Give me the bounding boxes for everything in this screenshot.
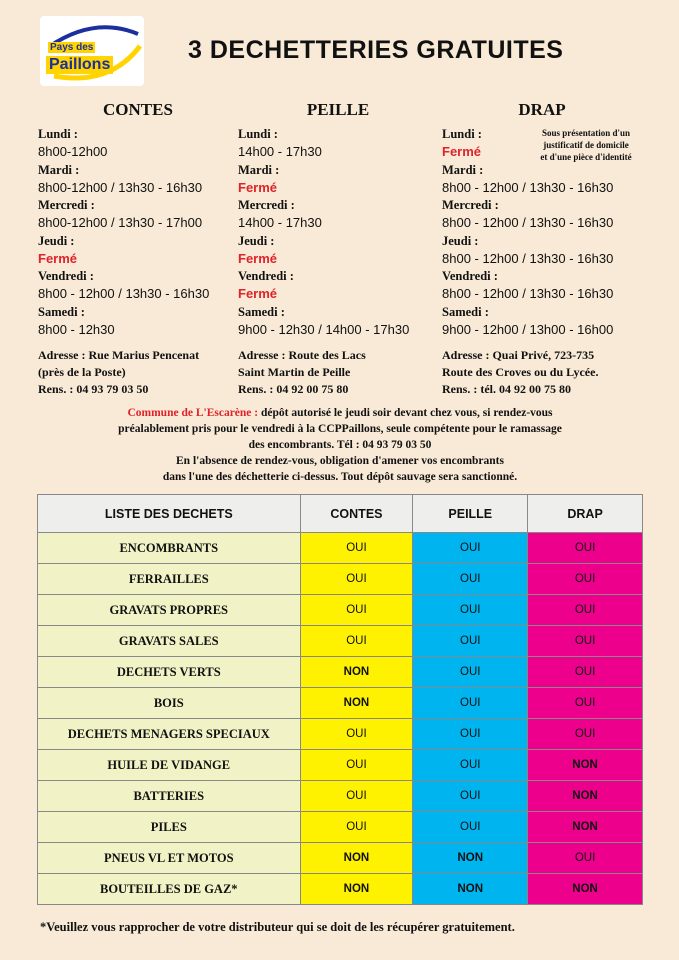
accepted-drap: NON [528, 781, 643, 812]
schedule-day: Jeudi : [238, 233, 275, 248]
accepted-peille: NON [413, 874, 528, 905]
table-row [38, 688, 643, 719]
logo-line2: Paillons [46, 56, 113, 74]
schedule-closed: Fermé [442, 144, 482, 159]
accepted-drap: NON [528, 874, 643, 905]
accepted-peille: OUI [413, 564, 528, 595]
schedule-day: Vendredi : [38, 269, 94, 283]
schedule-hours: 8h00-12h00 [38, 144, 108, 159]
logo-line1: Pays des [50, 42, 94, 53]
accepted-peille: NON [413, 843, 528, 874]
accepted-peille: OUI [413, 688, 528, 719]
accepted-drap: OUI [528, 688, 643, 719]
accepted-contes: OUI [300, 812, 413, 843]
accepted-peille: OUI [413, 750, 528, 781]
header-waste-list: LISTE DES DECHETS [38, 495, 301, 533]
accepted-contes: NON [300, 657, 413, 688]
schedule-day: Jeudi : [38, 233, 75, 248]
schedule-day: Mardi : [238, 162, 280, 177]
schedule-hours: 8h00 - 12h00 / 13h30 - 16h30 [442, 215, 614, 230]
waste-type: BOIS [38, 688, 301, 719]
schedule-hours: 8h00 - 12h30 [38, 321, 115, 337]
waste-type: PILES [38, 812, 301, 843]
schedule-day: Mardi : [442, 162, 484, 177]
center-name: PEILLE [306, 100, 370, 119]
accepted-contes: NON [300, 688, 413, 719]
waste-type: BOUTEILLES DE GAZ* [38, 874, 301, 905]
accepted-drap: OUI [528, 533, 643, 564]
table-row [38, 626, 643, 657]
address-peille: Adresse : Route des Lacs Saint Martin de Peille Rens. : 04 92 00 75 80 [238, 348, 366, 396]
accepted-drap: OUI [528, 564, 643, 595]
table-row [38, 657, 643, 688]
table-row [38, 874, 643, 905]
waste-type: ENCOMBRANTS [38, 533, 301, 564]
schedule-day: Vendredi : [238, 269, 294, 283]
schedule-day: Samedi : [442, 304, 489, 319]
schedule-day: Vendredi : [442, 269, 498, 283]
schedule-hours: 14h00 - 17h30 [238, 215, 322, 230]
accepted-drap: OUI [528, 843, 643, 874]
address-contes: Adresse : Rue Marius Pencenat (près de la Poste) Rens. : 04 93 79 03 50 [38, 348, 200, 396]
accepted-contes: NON [300, 843, 413, 874]
accepted-contes: NON [300, 874, 413, 905]
accepted-contes: OUI [300, 595, 413, 626]
accepted-peille: OUI [413, 812, 528, 843]
waste-type: HUILE DE VIDANGE [38, 750, 301, 781]
schedule-hours: 8h00-12h00 / 13h30 - 16h30 [38, 179, 203, 195]
escarene-notice [60, 405, 620, 485]
pays-des-paillons-logo [40, 16, 144, 86]
table-header-row [38, 495, 643, 533]
accepted-drap: OUI [528, 595, 643, 626]
accepted-peille: OUI [413, 657, 528, 688]
schedule-hours: 8h00-12h00 / 13h30 - 17h00 [38, 215, 203, 230]
notice-line2: préalablement pris pour le vendredi à la CCPPaillons, seule compétente pour le ramassage [118, 423, 562, 435]
notice-commune: Commune de L'Escarène : [127, 407, 259, 419]
schedule-closed: Fermé [238, 250, 278, 266]
table-row [38, 719, 643, 750]
waste-type: GRAVATS PROPRES [38, 595, 301, 626]
table-row [38, 781, 643, 812]
schedule-hours: 8h00 - 12h00 / 13h30 - 16h30 [442, 179, 614, 195]
schedule-hours: 9h00 - 12h30 / 14h00 - 17h30 [238, 321, 410, 337]
schedule-hours: 8h00 - 12h00 / 13h30 - 16h30 [442, 286, 614, 301]
table-row [38, 812, 643, 843]
notice-line5: dans l'une des déchetterie ci-dessus. Tout dépôt sauvage sera sanctionné. [162, 471, 518, 483]
accepted-peille: OUI [413, 719, 528, 750]
waste-type: GRAVATS SALES [38, 626, 301, 657]
accepted-peille: OUI [413, 626, 528, 657]
schedule-closed: Fermé [238, 179, 278, 195]
schedule-closed: Fermé [238, 286, 278, 301]
address-drap: Adresse : Quai Privé, 723-735 Route des Croves ou du Lycée. Rens. : tél. 04 92 00 75 80 [442, 348, 599, 396]
header-peille: PEILLE [413, 495, 528, 533]
schedule-day: Mardi : [38, 162, 80, 177]
table-row [38, 750, 643, 781]
table-row [38, 564, 643, 595]
footer-note: *Veuillez vous rapprocher de votre distributeur qui se doit de les récupérer gratuitement. [40, 920, 515, 934]
accepted-contes: OUI [300, 533, 413, 564]
accepted-peille: OUI [413, 533, 528, 564]
schedule-hours: 8h00 - 12h00 / 13h30 - 16h30 [38, 286, 210, 301]
notice-line3: des encombrants. Tél : 04 93 79 03 50 [248, 439, 432, 451]
notice-line1: dépôt autorisé le jeudi soir devant chez vous, si rendez-vous [258, 407, 553, 419]
drap-id-note: Sous présentation d'un justificatif de domicile et d'une pièce d'identité [540, 128, 632, 162]
table-row [38, 595, 643, 626]
table-row [38, 843, 643, 874]
accepted-peille: OUI [413, 781, 528, 812]
schedule-closed: Fermé [38, 250, 78, 266]
schedule-hours: 9h00 - 12h00 / 13h00 - 16h00 [442, 321, 614, 337]
accepted-contes: OUI [300, 750, 413, 781]
accepted-drap: NON [528, 812, 643, 843]
accepted-drap: OUI [528, 719, 643, 750]
schedule-day: Lundi : [442, 127, 482, 141]
accepted-contes: OUI [300, 719, 413, 750]
center-name: CONTES [103, 100, 173, 119]
accepted-contes: OUI [300, 781, 413, 812]
waste-type: DECHETS MENAGERS SPECIAUX [38, 719, 301, 750]
accepted-peille: OUI [413, 595, 528, 626]
waste-type: BATTERIES [38, 781, 301, 812]
schedule-day: Mercredi : [238, 198, 295, 212]
schedule-hours: 8h00 - 12h00 / 13h30 - 16h30 [442, 250, 614, 266]
page-title: 3 DECHETTERIES GRATUITES [188, 36, 564, 64]
accepted-drap: OUI [528, 626, 643, 657]
notice-line4: En l'absence de rendez-vous, obligation d'amener vos encombrants [176, 455, 504, 467]
schedule-day: Mercredi : [442, 198, 499, 212]
accepted-drap: OUI [528, 657, 643, 688]
accepted-contes: OUI [300, 626, 413, 657]
waste-type: FERRAILLES [38, 564, 301, 595]
schedule-day: Samedi : [238, 304, 285, 319]
center-name: DRAP [518, 100, 566, 119]
table-row [38, 533, 643, 564]
schedule-day: Lundi : [38, 127, 78, 141]
header-drap: DRAP [528, 495, 643, 533]
schedule-day: Lundi : [238, 127, 278, 141]
waste-type: PNEUS VL ET MOTOS [38, 843, 301, 874]
header-contes: CONTES [300, 495, 413, 533]
schedule-day: Jeudi : [442, 233, 479, 248]
waste-type: DECHETS VERTS [38, 657, 301, 688]
schedule-hours: 14h00 - 17h30 [238, 144, 322, 159]
schedule-day: Mercredi : [38, 198, 95, 212]
center-contes [38, 100, 238, 339]
accepted-drap: NON [528, 750, 643, 781]
schedule-day: Samedi : [38, 304, 85, 319]
waste-table [37, 494, 643, 905]
center-peille [238, 100, 438, 339]
accepted-contes: OUI [300, 564, 413, 595]
